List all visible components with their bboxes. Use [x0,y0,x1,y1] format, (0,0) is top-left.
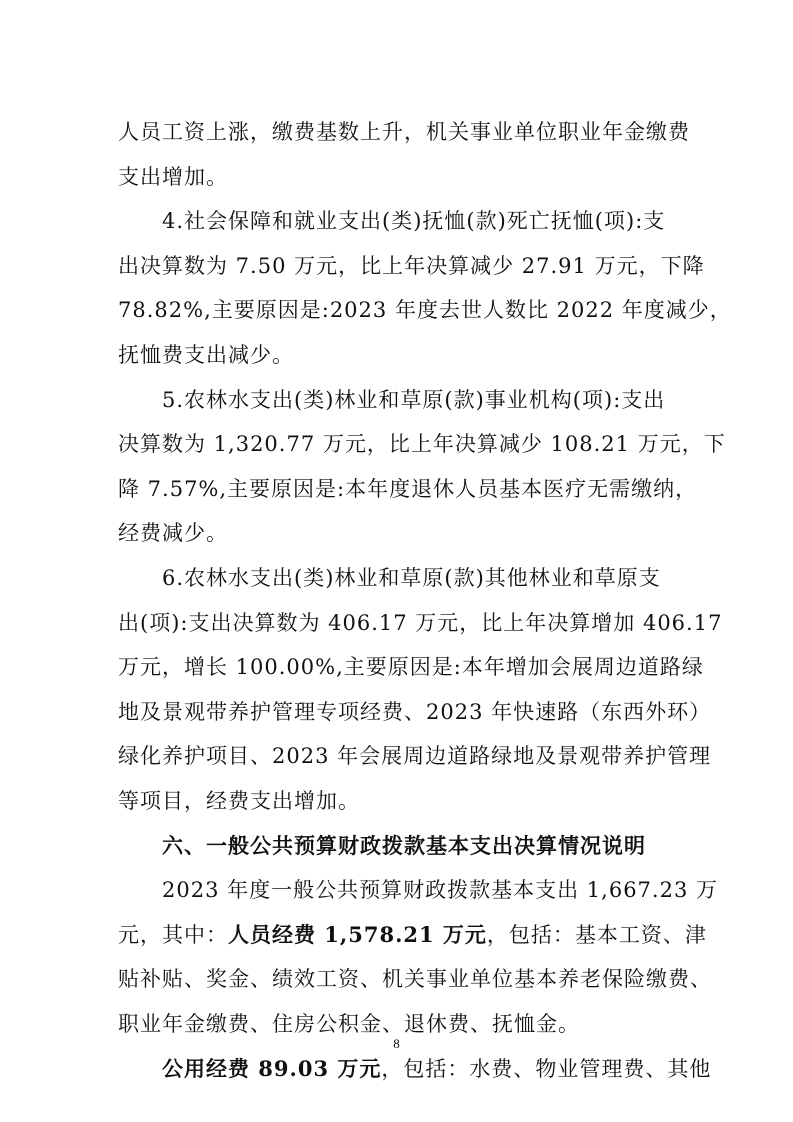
paragraph-line: 人员工资上涨，缴费基数上升，机关事业单位职业年金缴费 [118,120,690,144]
paragraph-line [162,1054,711,1084]
paragraph-line: 78.82%,主要原因是:2023 年度去世人数比 2022 年度减少， [118,298,732,322]
paragraph-line: 等项目，经费支出增加。 [118,789,360,813]
paragraph-line: 支出增加。 [118,165,228,189]
paragraph-line [118,920,707,950]
paragraph-line: 5.农林水支出(类)林业和草原(款)事业机构(项):支出 [162,388,666,412]
paragraph-line: 职业年金缴费、住房公积金、退休费、抚恤金。 [118,1012,580,1036]
paragraph-line: 降 7.57%,主要原因是:本年度退休人员基本医疗无需缴纳， [118,477,698,501]
paragraph-line: 绿化养护项目、2023 年会展周边道路绿地及景观带养护管理 [118,744,712,768]
section-heading: 六、一般公共预算财政拨款基本支出决算情况说明 [162,834,646,858]
paragraph-line: 4.社会保障和就业支出(类)抚恤(款)死亡抚恤(项):支 [162,209,666,233]
paragraph-line: 出(项):支出决算数为 406.17 万元，比上年决算增加 406.17 [118,611,723,635]
paragraph-line: 贴补贴、奖金、绩效工资、机关事业单位基本养老保险缴费、 [118,967,712,991]
paragraph-line: 出决算数为 7.50 万元，比上年决算减少 27.91 万元，下降 [118,254,705,278]
paragraph-line: 决算数为 1,320.77 万元，比上年决算减少 108.21 万元，下 [118,432,726,456]
paragraph-line: 经费减少。 [118,521,228,545]
paragraph-line: 2023 年度一般公共预算财政拨款基本支出 1,667.23 万 [162,878,718,902]
paragraph-line: 万元，增长 100.00%,主要原因是:本年增加会展周边道路绿 [118,655,704,679]
text-segment: ，包括：基本工资、津 [486,923,707,947]
page-number: 8 [393,1036,400,1051]
paragraph-line: 6.农林水支出(类)林业和草原(款)其他林业和草原支 [162,566,661,590]
text-segment: 元，其中： [118,923,228,947]
personnel-expense-highlight: 人员经费 1,578.21 万元 [228,922,487,947]
paragraph-line: 抚恤费支出减少。 [118,343,294,367]
text-segment: ，包括：水费、物业管理费、其他 [381,1057,712,1081]
public-expense-highlight: 公用经费 89.03 万元 [162,1056,382,1081]
paragraph-line: 地及景观带养护管理专项经费、2023 年快速路（东西外环） [118,700,712,724]
